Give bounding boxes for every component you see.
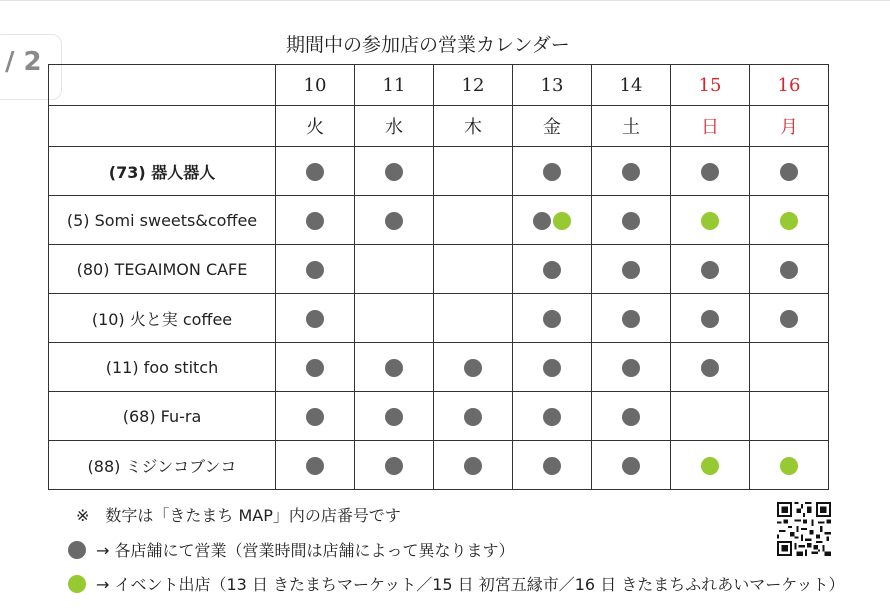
open-dot-icon [306,163,324,181]
open-dot-icon [385,457,403,475]
open-dot-icon [543,457,561,475]
date-11-header: 11 [355,65,434,106]
shop-row [49,147,829,196]
schedule-cell [434,147,513,196]
open-dot-icon [701,310,719,328]
schedule-cell [671,147,750,196]
schedule-cell [355,245,434,294]
open-dot-icon [533,212,551,230]
date-14-header: 14 [592,65,671,106]
date-13-header: 13 [513,65,592,106]
schedule-cell [355,294,434,343]
schedule-cell [355,392,434,441]
schedule-cell [434,245,513,294]
date-10-header: 10 [276,65,355,106]
shop-number-note: ※ 数字は「きたまち MAP」内の店番号です [76,506,401,525]
open-dot-icon [464,408,482,426]
open-dot-icon [385,359,403,377]
open-dot-icon [306,212,324,230]
schedule-cell [671,196,750,245]
schedule-cell [671,392,750,441]
open-dot-icon [780,261,798,279]
page-title: 期間中の参加店の営業カレンダー [286,34,570,56]
schedule-cell [434,441,513,490]
header-corner-cell [49,65,276,106]
schedule-cell [276,245,355,294]
event-dot-icon [780,457,798,475]
schedule-cell [671,343,750,392]
open-dot-icon [622,359,640,377]
weekday-header-row [49,106,829,147]
open-dot-icon [543,310,561,328]
schedule-cell [276,196,355,245]
legend-event [68,572,845,595]
schedule-cell [750,294,829,343]
shop-row [49,294,829,343]
open-dot-icon [385,212,403,230]
weekday-16-header: 月 [750,106,829,147]
shop-name: (11) foo stitch [49,343,276,392]
schedule-cell [592,147,671,196]
legend-open-text: → 各店舗にて営業（営業時間は店舗によって異なります） [96,541,515,560]
open-dot-icon [543,359,561,377]
schedule-cell [434,196,513,245]
schedule-cell [276,343,355,392]
shop-name: (73) 器人器人 [49,147,276,196]
open-dot-icon [622,212,640,230]
schedule-cell [750,441,829,490]
open-dot-icon [543,408,561,426]
open-dot-icon [464,457,482,475]
schedule-cell [513,441,592,490]
open-dot-icon [306,359,324,377]
green-dot-icon [68,575,86,593]
event-dot-icon [701,457,719,475]
open-dot-icon [780,310,798,328]
open-dot-icon [701,163,719,181]
schedule-cell [750,343,829,392]
schedule-cell [513,392,592,441]
weekday-11-header: 水 [355,106,434,147]
schedule-cell [276,294,355,343]
open-dot-icon [306,457,324,475]
business-calendar-table [48,64,829,490]
weekday-13-header: 金 [513,106,592,147]
open-dot-icon [306,310,324,328]
open-dot-icon [543,163,561,181]
event-dot-icon [701,212,719,230]
date-header-row [49,65,829,106]
header-blank-cell [49,106,276,147]
shop-row [49,245,829,294]
shop-name: (80) TEGAIMON CAFE [49,245,276,294]
open-dot-icon [385,408,403,426]
date-16-header: 16 [750,65,829,106]
event-dot-icon [780,212,798,230]
weekday-14-header: 土 [592,106,671,147]
legend-open [68,538,515,561]
open-dot-icon [701,261,719,279]
open-dot-icon [622,457,640,475]
schedule-cell [513,245,592,294]
top-divider [0,0,890,1]
open-dot-icon [543,261,561,279]
open-dot-icon [306,408,324,426]
schedule-cell [592,441,671,490]
schedule-cell [592,392,671,441]
weekday-15-header: 日 [671,106,750,147]
event-dot-icon [553,212,571,230]
gray-dot-icon [68,541,86,559]
open-dot-icon [464,359,482,377]
open-dot-icon [385,163,403,181]
schedule-cell [750,196,829,245]
schedule-cell [671,245,750,294]
schedule-cell [434,294,513,343]
schedule-cell [592,343,671,392]
qr-code-icon[interactable] [777,502,831,556]
schedule-cell [276,392,355,441]
schedule-cell [750,392,829,441]
open-dot-icon [622,310,640,328]
open-dot-icon [780,163,798,181]
schedule-cell [276,441,355,490]
weekday-10-header: 火 [276,106,355,147]
shop-name: (68) Fu-ra [49,392,276,441]
shop-row [49,441,829,490]
schedule-cell [355,441,434,490]
legend-event-text: → イベント出店（13 日 きたまちマーケット／15 日 初宮五縁市／16 日 きたまちふれあいマーケット） [96,575,845,594]
schedule-cell [592,245,671,294]
schedule-cell [592,196,671,245]
schedule-cell [513,196,592,245]
date-12-header: 12 [434,65,513,106]
shop-name: (10) 火と実 coffee [49,294,276,343]
page-indicator-label: / 2 [5,47,42,77]
schedule-cell [276,147,355,196]
schedule-cell [355,196,434,245]
date-15-header: 15 [671,65,750,106]
open-dot-icon [701,359,719,377]
schedule-cell [592,294,671,343]
schedule-cell [434,343,513,392]
schedule-cell [671,294,750,343]
schedule-cell [434,392,513,441]
shop-row [49,392,829,441]
schedule-cell [355,147,434,196]
schedule-cell [750,147,829,196]
open-dot-icon [306,261,324,279]
shop-name: (88) ミジンコブンコ [49,441,276,490]
open-dot-icon [622,163,640,181]
shop-row [49,196,829,245]
weekday-12-header: 木 [434,106,513,147]
schedule-cell [513,294,592,343]
shop-row [49,343,829,392]
schedule-cell [513,343,592,392]
open-dot-icon [622,261,640,279]
schedule-cell [671,441,750,490]
schedule-cell [513,147,592,196]
schedule-cell [750,245,829,294]
open-dot-icon [622,408,640,426]
shop-name: (5) Somi sweets&coffee [49,196,276,245]
schedule-cell [355,343,434,392]
